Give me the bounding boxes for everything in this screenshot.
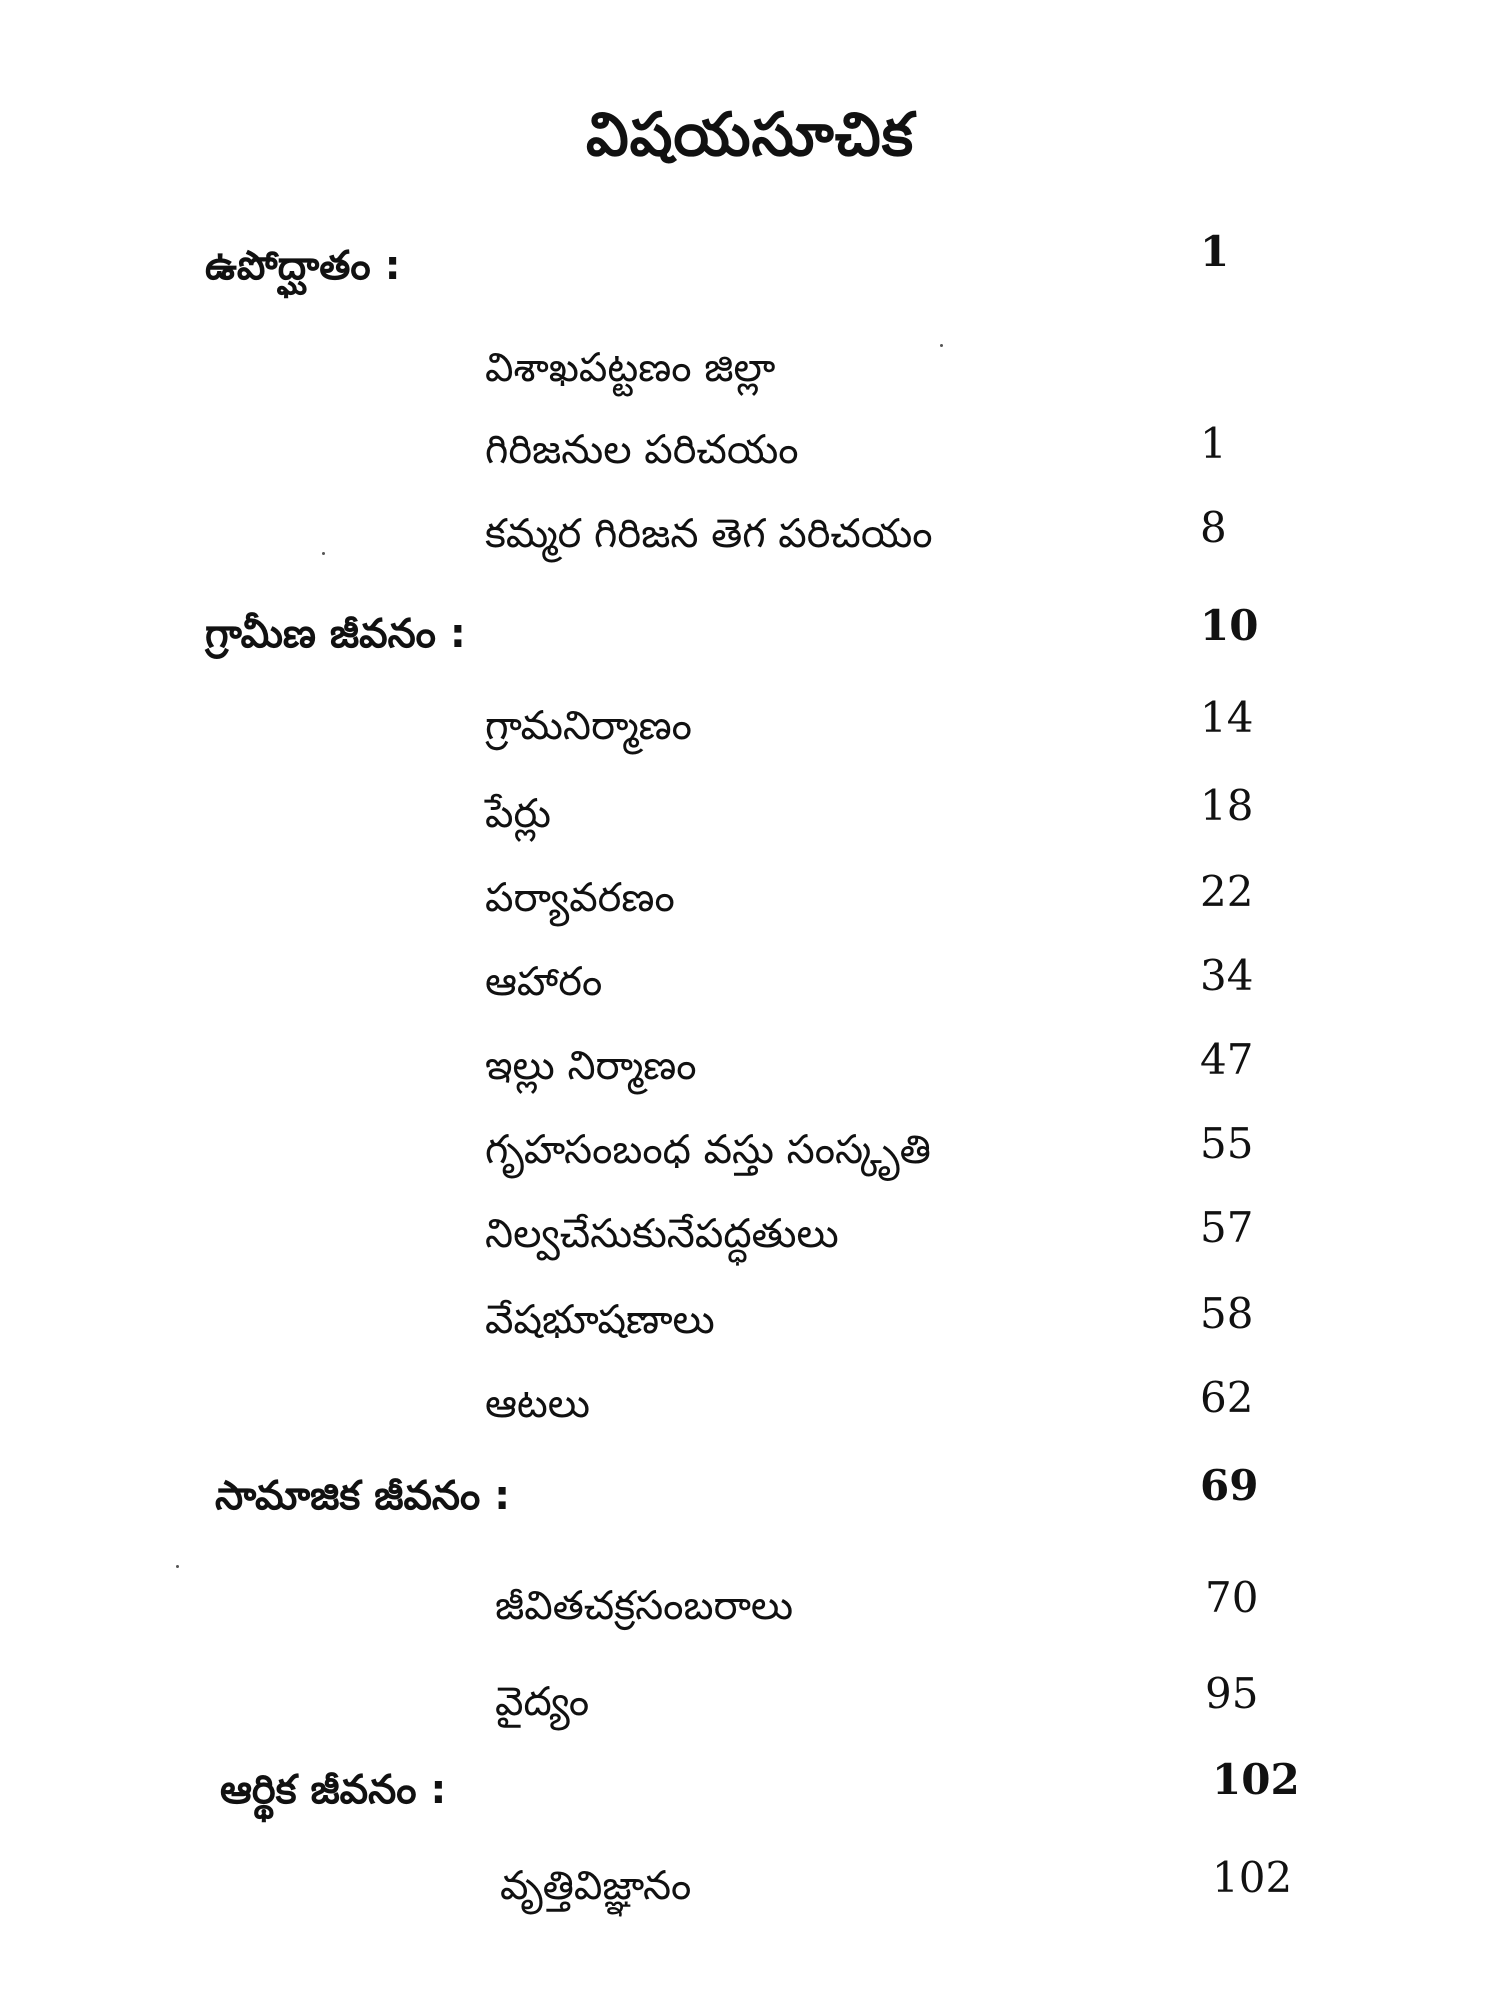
- entry-label: వైద్యం: [495, 1679, 590, 1725]
- page-title: విషయసూచిక: [585, 100, 915, 170]
- entry-label: వృత్తివిజ్ఞానం: [500, 1863, 692, 1909]
- entry-label: గ్రామనిర్మాణం: [485, 703, 692, 749]
- entry-page-number: 70: [1205, 1573, 1259, 1622]
- entry-page-number: 18: [1200, 781, 1254, 830]
- entry-page-number: 22: [1200, 867, 1254, 916]
- section-label: ఉపోద్ఘాతం :: [205, 243, 401, 289]
- scan-speck: [176, 1565, 179, 1568]
- section-page-number: 1: [1200, 227, 1230, 276]
- entry-page-number: 34: [1200, 951, 1254, 1000]
- scan-speck: [322, 552, 325, 555]
- entry-page-number: 62: [1200, 1373, 1254, 1422]
- entry-label: పేర్లు: [485, 791, 551, 837]
- entry-label: గిరిజనుల పరిచయం: [485, 427, 799, 473]
- section-label: ఆర్థిక జీవనం :: [220, 1767, 447, 1813]
- entry-label: ఆహారం: [485, 959, 603, 1005]
- section-label: సామాజిక జీవనం :: [215, 1473, 511, 1519]
- entry-label: ఇల్లు నిర్మాణం: [485, 1043, 697, 1089]
- entry-page-number: 57: [1200, 1203, 1254, 1252]
- entry-label: ఆటలు: [485, 1381, 590, 1427]
- entry-label: విశాఖపట్టణం జిల్లా: [485, 345, 776, 391]
- entry-label: నిల్వచేసుకునేపద్ధతులు: [485, 1211, 839, 1257]
- entry-label: జీవితచక్రసంబరాలు: [495, 1583, 794, 1629]
- entry-label: వేషభూషణాలు: [485, 1297, 715, 1343]
- entry-label: పర్యావరణం: [485, 875, 675, 921]
- section-page-number: 102: [1212, 1755, 1300, 1804]
- section-page-number: 69: [1200, 1461, 1259, 1510]
- entry-page-number: 8: [1200, 503, 1227, 552]
- entry-page-number: 47: [1200, 1035, 1254, 1084]
- section-label: గ్రామీణ జీవనం :: [205, 611, 466, 657]
- entry-page-number: 1: [1200, 419, 1227, 468]
- entry-page-number: 55: [1200, 1119, 1254, 1168]
- entry-page-number: 95: [1205, 1669, 1259, 1718]
- scan-speck: [940, 344, 943, 347]
- entry-page-number: 102: [1212, 1853, 1293, 1902]
- section-page-number: 10: [1200, 601, 1259, 650]
- entry-page-number: 58: [1200, 1289, 1254, 1338]
- entry-label: కమ్మర గిరిజన తెగ పరిచయం: [485, 511, 933, 557]
- entry-label: గృహసంబంధ వస్తు సంస్కృతి: [485, 1127, 931, 1173]
- entry-page-number: 14: [1200, 693, 1254, 742]
